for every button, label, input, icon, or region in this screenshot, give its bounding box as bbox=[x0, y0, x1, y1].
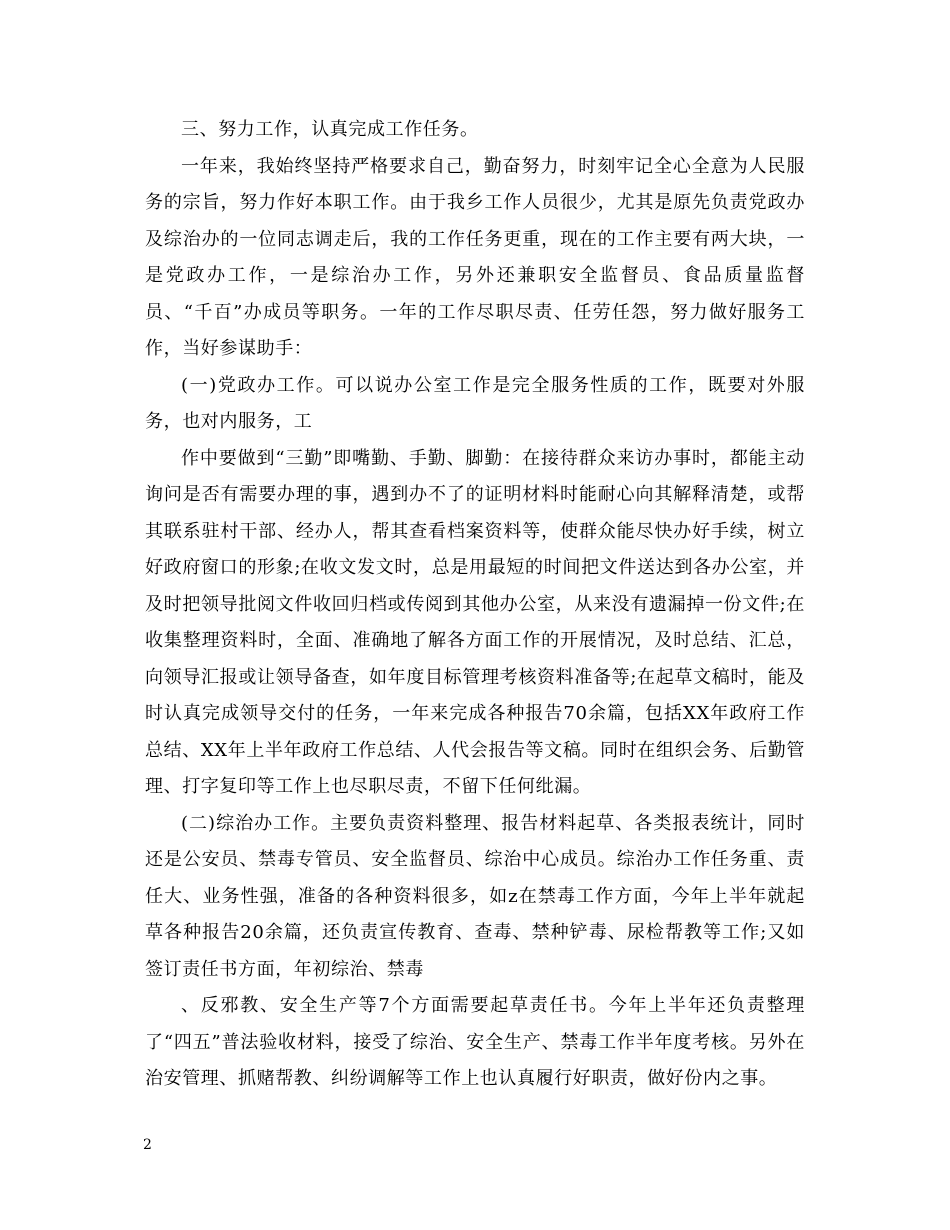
paragraph-comprehensive-office-continued: 、反邪教、安全生产等7个方面需要起草责任书。今年上半年还负责整理了“四五”普法验收材料，接受了综治、安全生产、禁毒工作半年度考核。另外在治安管理、抓赌帮教、纠纷调解等工作上也认真履行好职责，做好份内之事。 bbox=[145, 995, 805, 1089]
paragraph-party-office-continued: 作中要做到“三勤”即嘴勤、手勤、脚勤：在接待群众来访办事时，都能主动询问是否有需要办理的事，遇到办不了的证明材料时能耐心向其解释清楚，或帮其联系驻村干部、经办人，帮其查看档案资料等，使群众能尽快办好手续，树立好政府窗口的形象;在收文发文时，总是用最短的时间把文件送达到各办公室，并及时把领导批阅文件收回归档或传阅到其他办公室，从来没有遗漏掉一份文件;在收集整理资料时，全面、准确地了解各方面工作的开展情况，及时总结、汇总，向领导汇报或让领导备查，如年度目标管理考核资料准备等;在起草文稿时，能及时认真完成领导交付的任务，一年来完成各种报告70余篇，包括XX年政府工作总结、XX年上半年政府工作总结、人代会报告等文稿。同时在组织会务、后勤管理、打字复印等工作上也尽职尽责，不留下任何纰漏。 bbox=[145, 447, 805, 797]
page-number: 2 bbox=[143, 1137, 152, 1153]
paragraph-party-office: (一)党政办工作。可以说办公室工作是完全服务性质的工作，既要对外服务，也对内服务，工 bbox=[145, 374, 805, 432]
paragraph-comprehensive-office: (二)综治办工作。主要负责资料整理、报告材料起草、各类报表统计，同时还是公安员、禁毒专管员、安全监督员、综治中心成员。综治办工作任务重、责任大、业务性强，准备的各种资料很多，如z在禁毒工作方面，今年上半年就起草各种报告20余篇，还负责宣传教育、查毒、禁种铲毒、尿检帮教等工作;又如签订责任书方面，年初综治、禁毒 bbox=[145, 812, 805, 980]
document-body bbox=[145, 112, 805, 1098]
paragraph-intro: 一年来，我始终坚持严格要求自己，勤奋努力，时刻牢记全心全意为人民服务的宗旨，努力作好本职工作。由于我乡工作人员很少，尤其是原先负责党政办及综治办的一位同志调走后，我的工作任务更重，现在的工作主要有两大块，一是党政办工作，一是综治办工作，另外还兼职安全监督员、食品质量监督员、“千百”办成员等职务。一年的工作尽职尽责、任劳任怨，努力做好服务工作，当好参谋助手： bbox=[145, 155, 805, 359]
section-heading: 三、努力工作，认真完成工作任务。 bbox=[181, 119, 479, 140]
